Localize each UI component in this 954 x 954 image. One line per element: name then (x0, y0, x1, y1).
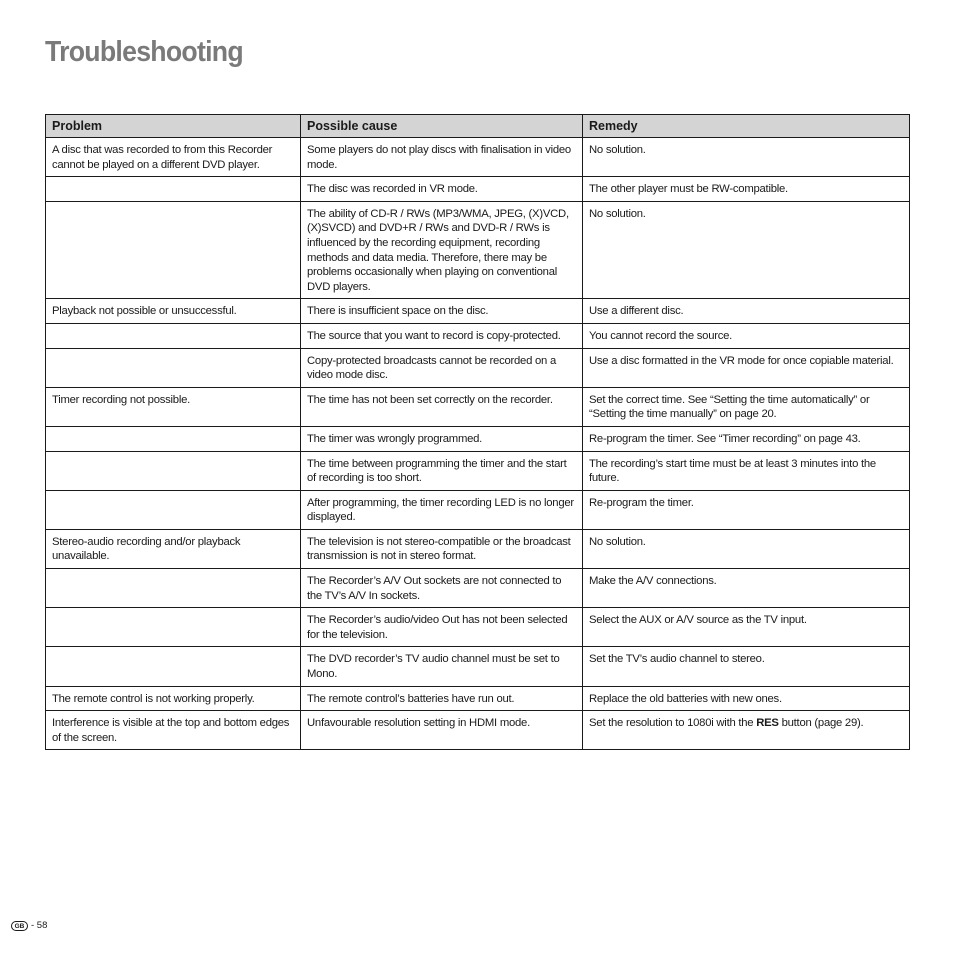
cause-cell: The time between programming the timer and the start of recording is too short. (301, 451, 583, 490)
remedy-cell: The other player must be RW-compatible. (583, 177, 910, 202)
problem-cell (46, 201, 301, 299)
table-row (46, 323, 910, 348)
table-row (46, 490, 910, 529)
cause-cell: The DVD recorder’s TV audio channel must be set to Mono. (301, 647, 583, 686)
cause-cell: The source that you want to record is copy-protected. (301, 323, 583, 348)
remedy-cell: Make the A/V connections. (583, 569, 910, 608)
cause-cell: The Recorder’s audio/video Out has not been selected for the television. (301, 608, 583, 647)
header-remedy: Remedy (583, 115, 910, 138)
table-row (46, 201, 910, 299)
problem-cell: Interference is visible at the top and bottom edges of the screen. (46, 711, 301, 750)
problem-cell: Playback not possible or unsuccessful. (46, 299, 301, 324)
cause-cell: The Recorder’s A/V Out sockets are not connected to the TV’s A/V In sockets. (301, 569, 583, 608)
problem-cell: A disc that was recorded to from this Recorder cannot be played on a different DVD player. (46, 138, 301, 177)
table-row (46, 569, 910, 608)
troubleshooting-table (45, 114, 910, 750)
cause-cell: The remote control’s batteries have run out. (301, 686, 583, 711)
cause-cell: Unfavourable resolution setting in HDMI mode. (301, 711, 583, 750)
res-button-label: RES (756, 717, 779, 730)
problem-cell (46, 490, 301, 529)
table-row (46, 686, 910, 711)
problem-cell (46, 569, 301, 608)
page-footer (11, 920, 47, 931)
remedy-cell: Use a different disc. (583, 299, 910, 324)
table-row (46, 451, 910, 490)
problem-cell (46, 451, 301, 490)
table-row (46, 608, 910, 647)
remedy-cell: You cannot record the source. (583, 323, 910, 348)
problem-cell (46, 426, 301, 451)
table-row (46, 387, 910, 426)
cause-cell: The time has not been set correctly on the recorder. (301, 387, 583, 426)
problem-cell: The remote control is not working properly. (46, 686, 301, 711)
cause-cell: The timer was wrongly programmed. (301, 426, 583, 451)
table-row (46, 138, 910, 177)
cause-cell: Copy-protected broadcasts cannot be recorded on a video mode disc. (301, 348, 583, 387)
cause-cell: The television is not stereo-compatible or the broadcast transmission is not in stereo format. (301, 529, 583, 568)
problem-cell (46, 608, 301, 647)
table-row (46, 711, 910, 750)
cause-cell: After programming, the timer recording LED is no longer displayed. (301, 490, 583, 529)
remedy-cell: No solution. (583, 138, 910, 177)
cause-cell: The ability of CD-R / RWs (MP3/WMA, JPEG, (X)VCD, (X)SVCD) and DVD+R / RWs and DVD-R / RWs is influenced by the recording equipment, recording methods and data media. Therefore, there may be problems occasionally when playing on conventional DVD players. (301, 201, 583, 299)
remedy-text-after: button (page 29). (778, 717, 864, 730)
problem-cell (46, 323, 301, 348)
header-possible-cause: Possible cause (301, 115, 583, 138)
remedy-cell: Replace the old batteries with new ones. (583, 686, 910, 711)
table-row (46, 647, 910, 686)
problem-cell: Stereo-audio recording and/or playback unavailable. (46, 529, 301, 568)
header-problem: Problem (46, 115, 301, 138)
remedy-cell: No solution. (583, 201, 910, 299)
problem-cell (46, 647, 301, 686)
remedy-cell: Set the correct time. See “Setting the time automatically” or “Setting the time manually” on page 20. (583, 387, 910, 426)
country-badge: GB (11, 921, 28, 931)
remedy-cell: No solution. (583, 529, 910, 568)
cause-cell: There is insufficient space on the disc. (301, 299, 583, 324)
table-header-row (46, 115, 910, 138)
cause-cell: Some players do not play discs with finalisation in video mode. (301, 138, 583, 177)
remedy-cell: Set the TV’s audio channel to stereo. (583, 647, 910, 686)
table-row (46, 299, 910, 324)
problem-cell (46, 177, 301, 202)
remedy-text-before: Set the resolution to 1080i with the (589, 717, 757, 730)
page-number: - 58 (31, 920, 48, 931)
remedy-cell: Select the AUX or A/V source as the TV input. (583, 608, 910, 647)
remedy-cell (583, 711, 910, 750)
cause-cell: The disc was recorded in VR mode. (301, 177, 583, 202)
remedy-cell: Re-program the timer. (583, 490, 910, 529)
table-row (46, 426, 910, 451)
problem-cell: Timer recording not possible. (46, 387, 301, 426)
table-row (46, 529, 910, 568)
table-row (46, 348, 910, 387)
table-row (46, 177, 910, 202)
remedy-cell: The recording’s start time must be at least 3 minutes into the future. (583, 451, 910, 490)
problem-cell (46, 348, 301, 387)
remedy-cell: Use a disc formatted in the VR mode for once copiable material. (583, 348, 910, 387)
remedy-cell: Re-program the timer. See “Timer recording” on page 43. (583, 426, 910, 451)
page-title: Troubleshooting (45, 36, 243, 68)
